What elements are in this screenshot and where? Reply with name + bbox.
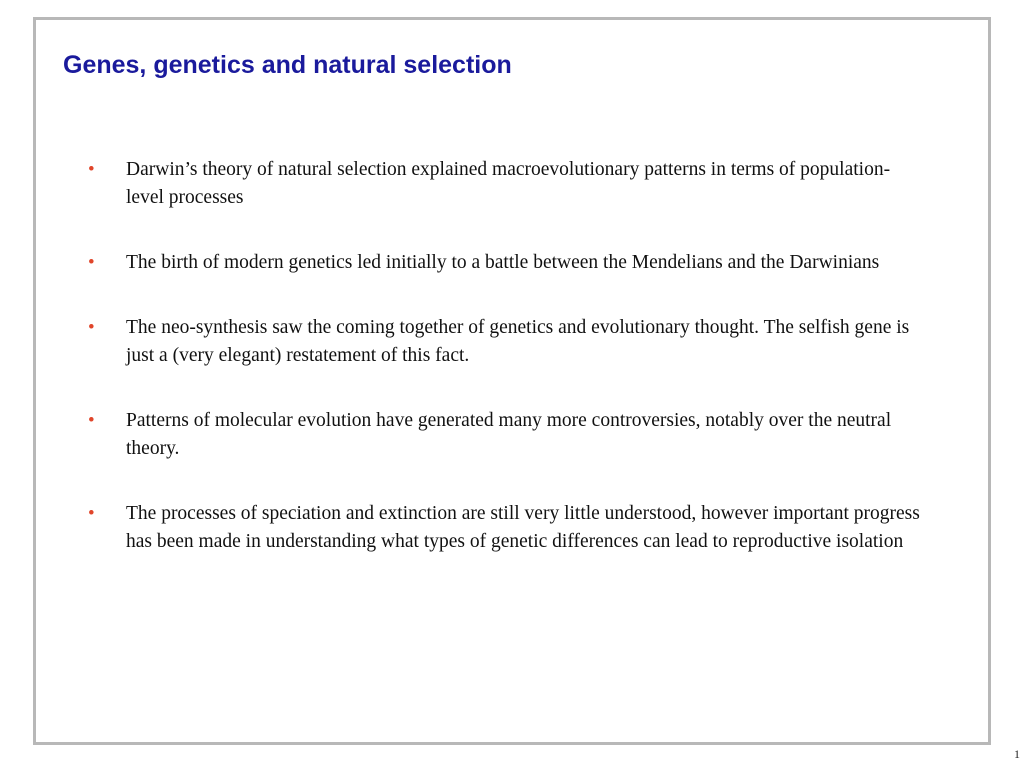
- slide-title: Genes, genetics and natural selection: [63, 51, 512, 79]
- bullet-marker-icon: •: [88, 410, 95, 431]
- bullet-text: Darwin’s theory of natural selection explained macroevolutionary patterns in terms of population-level processes: [126, 159, 891, 208]
- bullet-text: The processes of speciation and extinction are still very little understood, however important progress has been made in understanding what types of genetic differences can lead to reproductive isolation: [126, 503, 920, 552]
- bullet-item: [86, 314, 926, 370]
- bullet-list: [86, 156, 926, 593]
- bullet-marker-icon: •: [88, 252, 95, 273]
- bullet-marker-icon: •: [88, 317, 95, 338]
- bullet-marker-icon: •: [88, 503, 95, 524]
- bullet-item: [86, 249, 926, 277]
- bullet-item: [86, 500, 926, 556]
- slide-frame: [33, 17, 991, 745]
- bullet-marker-icon: •: [88, 159, 95, 180]
- bullet-text: The neo-synthesis saw the coming together of genetics and evolutionary thought. The selfish gene is just a (very elegant) restatement of this fact.: [126, 317, 910, 366]
- bullet-text: Patterns of molecular evolution have generated many more controversies, notably over the neutral theory.: [126, 410, 892, 459]
- page-number: 1: [1014, 747, 1020, 761]
- bullet-item: [86, 407, 926, 463]
- bullet-text: The birth of modern genetics led initially to a battle between the Mendelians and the Darwinians: [126, 252, 880, 273]
- bullet-item: [86, 156, 926, 212]
